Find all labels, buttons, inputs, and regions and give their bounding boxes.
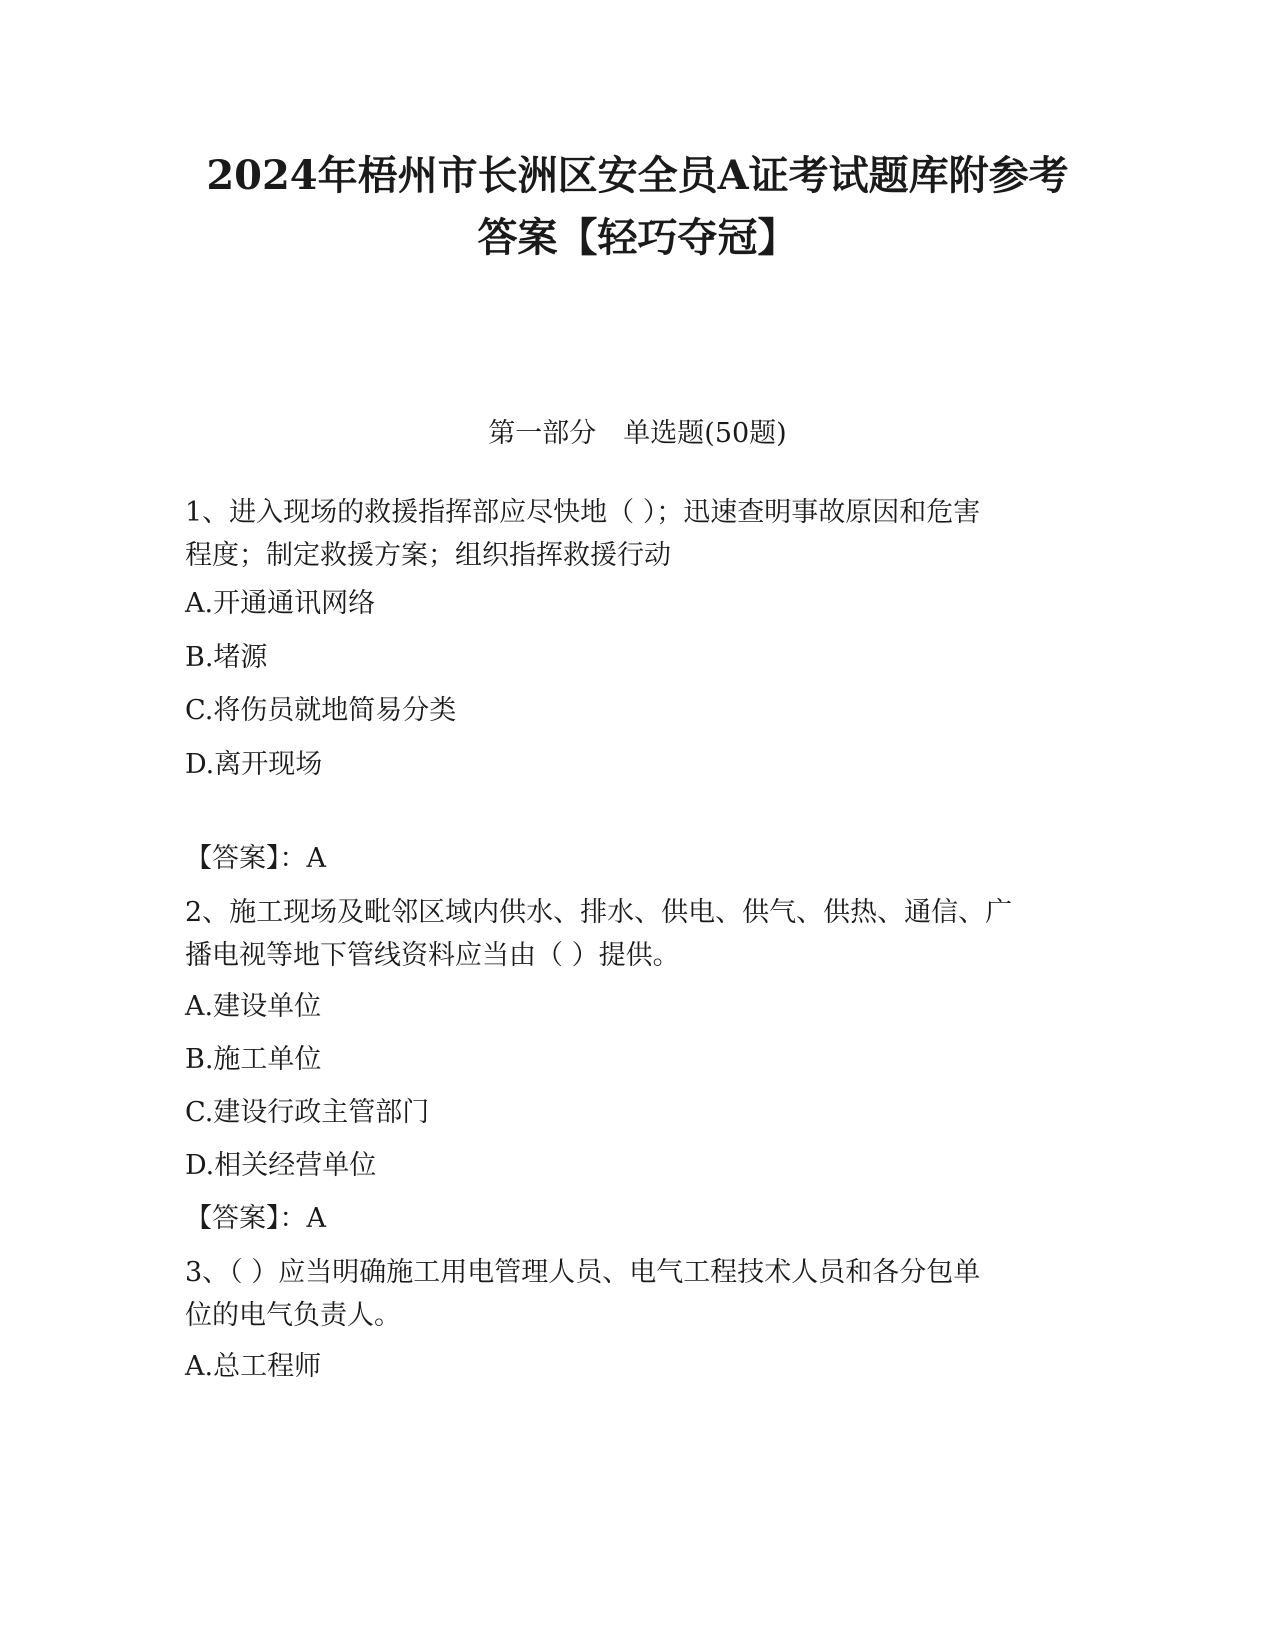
question-2-option-d: D.相关经营单位 (185, 1150, 377, 1181)
question-1-stem (185, 491, 1065, 577)
question-2-option-b: B.施工单位 (185, 1044, 322, 1075)
question-3-stem (185, 1251, 1065, 1337)
document-title (150, 145, 1125, 269)
question-1-option-d: D.离开现场 (185, 749, 323, 780)
question-stem-line: 2、施工现场及毗邻区域内供水、排水、供电、供气、供热、通信、广 (185, 897, 1013, 928)
question-1-option-c: C.将伤员就地简易分类 (185, 695, 457, 726)
question-stem-line: 播电视等地下管线资料应当由（ ）提供。 (185, 940, 680, 971)
question-stem-line: 程度；制定救援方案；组织指挥救援行动 (185, 540, 671, 571)
question-2-answer: 【答案】：A (185, 1203, 326, 1234)
section-heading: 第一部分 单选题(50题) (488, 418, 787, 449)
title-line-1: 2024年梧州市长洲区安全员A证考试题库附参考 (206, 152, 1069, 199)
title-line-2: 答案【轻巧夺冠】 (477, 214, 798, 261)
question-2-option-c: C.建设行政主管部门 (185, 1097, 430, 1128)
question-2-option-a: A.建设单位 (185, 991, 322, 1022)
question-2-stem (185, 891, 1065, 977)
question-stem-line: 1、进入现场的救援指挥部应尽快地（ ）；迅速查明事故原因和危害 (185, 497, 981, 528)
question-stem-line: 位的电气负责人。 (185, 1300, 401, 1331)
question-1-answer: 【答案】：A (185, 843, 326, 874)
question-1-option-b: B.堵源 (185, 642, 268, 673)
question-1-option-a: A.开通通讯网络 (185, 588, 376, 619)
question-3-option-a: A.总工程师 (185, 1351, 322, 1382)
question-stem-line: 3、（ ）应当明确施工用电管理人员、电气工程技术人员和各分包单 (185, 1257, 981, 1288)
